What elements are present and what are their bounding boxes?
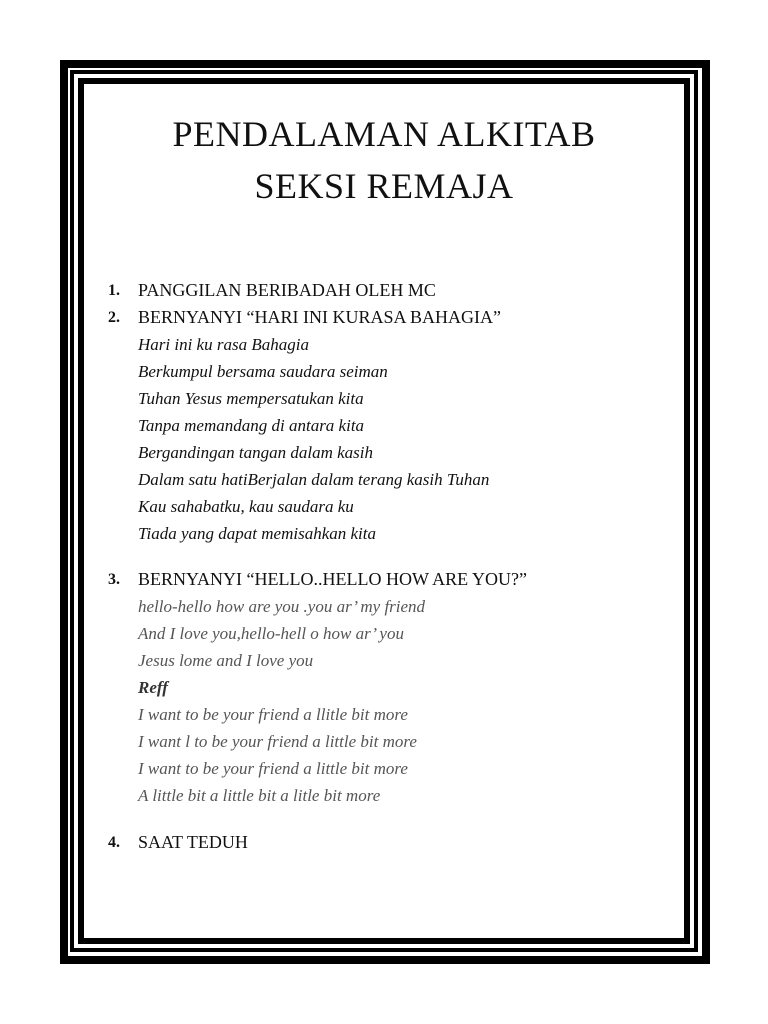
program-item-2: [108, 304, 668, 547]
lyric-line: Tanpa memandang di antara kita: [138, 416, 365, 435]
item-number: 1.: [108, 282, 120, 299]
lyric-line: I want l to be your friend a little bit more: [138, 732, 417, 751]
song-lyrics: [108, 331, 668, 547]
item-heading: BERNYANYI “HELLO..HELLO HOW ARE YOU?”: [138, 569, 527, 589]
lyric-line: Tiada yang dapat memisahkan kita: [138, 524, 376, 543]
lyric-line: hello-hello how are you .you ar’ my friend: [138, 597, 426, 616]
lyric-line: Jesus lome and I love you: [138, 651, 314, 670]
title-line-2: SEKSI REMAJA: [254, 166, 514, 206]
item-number: 2.: [108, 309, 120, 326]
program-item-1: [108, 277, 668, 304]
program-item-4: [108, 829, 668, 856]
page-title: [84, 108, 684, 212]
lyric-line: Hari ini ku rasa Bahagia: [138, 335, 309, 354]
item-heading: BERNYANYI “HARI INI KURASA BAHAGIA”: [138, 307, 501, 327]
item-heading: SAAT TEDUH: [138, 832, 248, 852]
lyric-line: Tuhan Yesus mempersatukan kita: [138, 389, 364, 408]
item-heading: PANGGILAN BERIBADAH OLEH MC: [138, 280, 436, 300]
item-number: 3.: [108, 571, 120, 588]
item-number: 4.: [108, 834, 120, 851]
song-lyrics: [108, 593, 668, 809]
program-list: [108, 277, 668, 856]
program-item-3: [108, 566, 668, 809]
lyric-line: I want to be your friend a llitle bit more: [138, 705, 408, 724]
lyric-line: Dalam satu hatiBerjalan dalam terang kasih Tuhan: [138, 470, 490, 489]
lyric-line: I want to be your friend a little bit more: [138, 759, 408, 778]
lyric-line: And I love you,hello-hell o how ar’ you: [138, 624, 404, 643]
reff-label: Reff: [138, 678, 168, 697]
lyric-line: Bergandingan tangan dalam kasih: [138, 443, 373, 462]
lyric-line: Berkumpul bersama saudara seiman: [138, 362, 388, 381]
lyric-line: Kau sahabatku, kau saudara ku: [138, 497, 354, 516]
lyric-line: A little bit a little bit a litle bit more: [138, 786, 381, 805]
title-line-1: PENDALAMAN ALKITAB: [172, 114, 596, 154]
